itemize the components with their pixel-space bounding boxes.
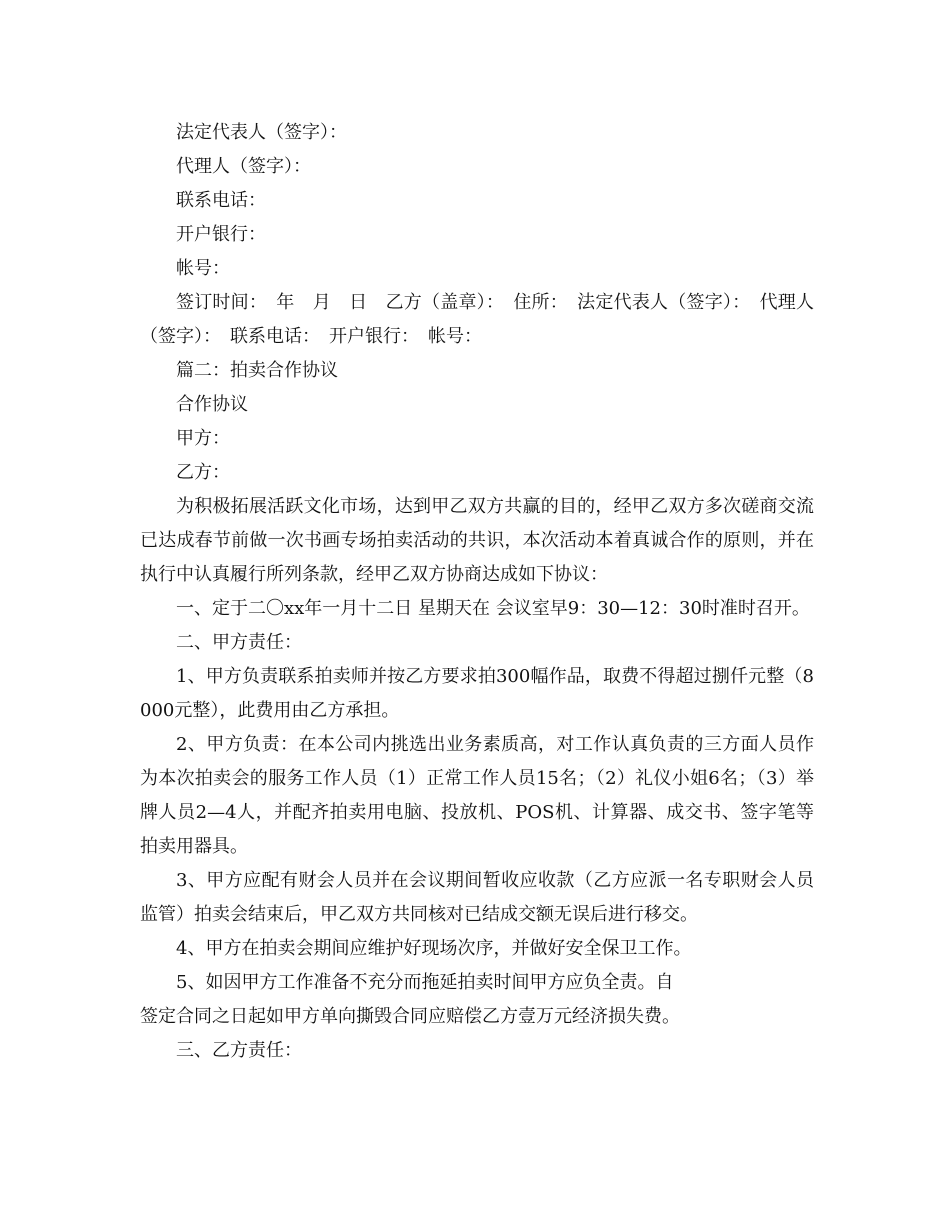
clause-heading: 三、乙方责任： — [176, 1040, 302, 1061]
section-heading: 篇二：拍卖合作协议 — [176, 360, 338, 381]
paragraph: 签订时间： 年 月 日 乙方（盖章）： 住所： 法定代表人（签字）： 代理人（签字）： 联系电话： 开户银行： 帐号： — [140, 292, 814, 347]
clause: 3、甲方应配有财会人员并在会议期间暂收应收款（乙方应派一名专职财会人员监管）拍卖会结束后，甲乙双方共同核对已结成交额无误后进行移交。 — [140, 870, 814, 925]
paragraph: 开户银行： — [176, 224, 266, 245]
paragraph: 签定合同之日起如甲方单向撕毁合同应赔偿乙方壹万元经济损失费。 — [140, 1006, 680, 1027]
party-b-line: 乙方： — [176, 462, 230, 483]
paragraph: 帐号： — [176, 258, 230, 279]
paragraph: 为积极拓展活跃文化市场，达到甲乙双方共赢的目的，经甲乙双方多次磋商交流已达成春节前做一次书画专场拍卖活动的共识，本次活动本着真诚合作的原则，并在执行中认真履行所列条款，经甲乙双方协商达成如下协议： — [140, 496, 814, 585]
party-a-line: 甲方： — [176, 428, 230, 449]
clause: 1、甲方负责联系拍卖师并按乙方要求拍300幅作品，取费不得超过捌仟元整（8000元整），此费用由乙方承担。 — [140, 666, 814, 721]
document-body — [140, 116, 814, 1068]
clause-heading: 二、甲方责任： — [176, 632, 302, 653]
document-title: 合作协议 — [176, 394, 248, 415]
clause: 2、甲方负责：在本公司内挑选出业务素质高，对工作认真负责的三方面人员作为本次拍卖会的服务工作人员（1）正常工作人员15名；（2）礼仪小姐6名；（3）举牌人员2—4人，并配齐拍卖用电脑、投放机、POS机、计算器、成交书、签字笔等拍卖用器具。 — [140, 734, 814, 857]
paragraph: 代理人（签字）： — [176, 156, 311, 177]
paragraph: 法定代表人（签字）： — [176, 122, 347, 143]
clause: 5、如因甲方工作准备不充分而拖延拍卖时间甲方应负全责。自 — [176, 972, 674, 993]
paragraph: 联系电话： — [176, 190, 266, 211]
clause: 一、定于二〇xx年一月十二日 星期天在 会议室早9：30—12：30时准时召开。 — [176, 598, 810, 619]
clause: 4、甲方在拍卖会期间应维护好现场次序，并做好安全保卫工作。 — [176, 938, 692, 959]
